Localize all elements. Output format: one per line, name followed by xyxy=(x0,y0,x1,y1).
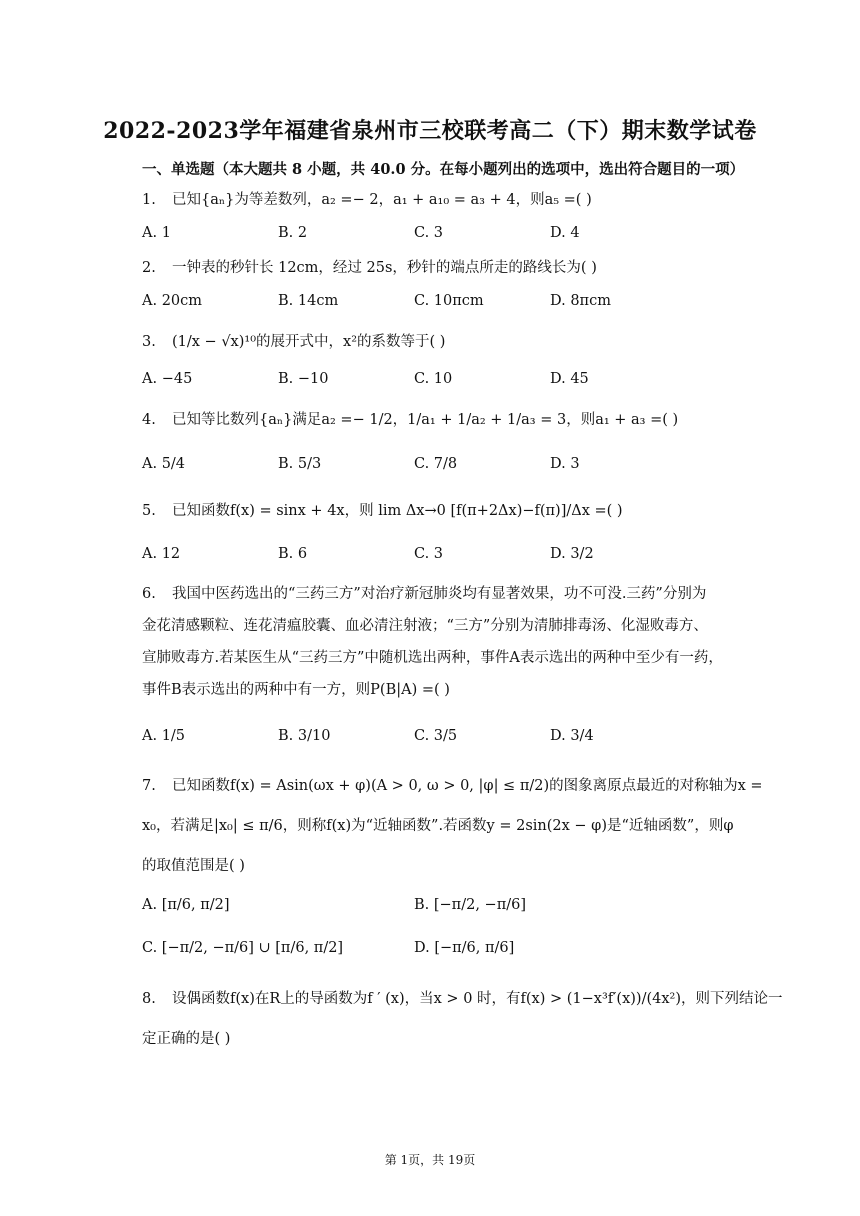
question-number: 4. xyxy=(142,412,156,428)
option-b: B. −10 xyxy=(278,371,329,387)
question-3 xyxy=(142,332,782,352)
question-number: 6. xyxy=(142,586,156,602)
question-number: 7. xyxy=(142,778,156,794)
page-title: 2022-2023学年福建省泉州市三校联考高二（下）期末数学试卷 xyxy=(103,118,757,144)
option-a: A. 1 xyxy=(142,225,171,241)
option-a: A. 1/5 xyxy=(142,728,186,744)
question-number: 2. xyxy=(142,260,156,276)
question-1 xyxy=(142,190,782,210)
question-4 xyxy=(142,410,782,430)
option-c: C. [−π/2, −π/6] ∪ [π/6, π/2] xyxy=(142,940,344,956)
question-text: 已知等比数列{aₙ}满足a₂ =− 1/2，1/a₁ + 1/a₂ + 1/a₃ = 3，则a₁ + a₃ =( ) xyxy=(172,412,679,428)
question-number: 8. xyxy=(142,991,156,1007)
option-a: A. 12 xyxy=(142,546,181,562)
question-line: 我国中医药选出的“三药三方”对治疗新冠肺炎均有显著效果，功不可没.三药”分别为 xyxy=(172,586,707,602)
question-text: 已知{aₙ}为等差数列，a₂ =− 2，a₁ + a₁₀ = a₃ + 4，则a₅ =( ) xyxy=(172,192,592,208)
option-b: B. 2 xyxy=(278,225,308,241)
question-number: 5. xyxy=(142,503,156,519)
option-c: C. 3/5 xyxy=(414,728,458,744)
question-6 xyxy=(142,578,782,706)
section-heading: 一、单选题（本大题共 8 小题，共 40.0 分。在每小题列出的选项中，选出符合题目的一项） xyxy=(142,161,745,178)
option-c: C. 10 xyxy=(414,371,453,387)
question-line: 定正确的是( ) xyxy=(142,1031,231,1047)
option-d: D. 3/2 xyxy=(550,546,594,562)
option-c: C. 7/8 xyxy=(414,456,458,472)
option-d: D. [−π/6, π/6] xyxy=(414,940,515,956)
page-footer: 第 1页，共 19页 xyxy=(384,1153,476,1167)
option-b: B. [−π/2, −π/6] xyxy=(414,897,526,913)
question-line: 已知函数f(x) = Asin(ωx + φ)(A > 0, ω > 0, |φ| ≤ π/2)的图象离原点最近的对称轴为x = xyxy=(172,778,763,794)
question-line: 事件B表示选出的两种中有一方，则P(B|A) =( ) xyxy=(142,682,450,698)
question-8 xyxy=(142,979,782,1059)
option-b: B. 3/10 xyxy=(278,728,331,744)
option-c: C. 3 xyxy=(414,225,444,241)
option-d: D. 3 xyxy=(550,456,580,472)
question-7 xyxy=(142,766,782,886)
option-b: B. 5/3 xyxy=(278,456,322,472)
question-2 xyxy=(142,258,782,278)
question-line: 宣肺败毒方.若某医生从“三药三方”中随机选出两种，事件A表示选出的两种中至少有一药， xyxy=(142,650,723,666)
option-c: C. 3 xyxy=(414,546,444,562)
option-a: A. 20cm xyxy=(142,293,203,309)
question-line: 的取值范围是( ) xyxy=(142,858,245,874)
option-a: A. [π/6, π/2] xyxy=(142,897,230,913)
option-b: B. 14cm xyxy=(278,293,339,309)
question-line: 设偶函数f(x)在R上的导函数为f ′ (x)，当x > 0 时，有f(x) > (1−x³f′(x))/(4x²)，则下列结论一 xyxy=(172,991,783,1007)
option-d: D. 8πcm xyxy=(550,293,611,309)
question-line: x₀，若满足|x₀| ≤ π/6，则称f(x)为“近轴函数”.若函数y = 2sin(2x − φ)是“近轴函数”，则φ xyxy=(142,818,734,834)
option-a: A. −45 xyxy=(142,371,193,387)
option-d: D. 4 xyxy=(550,225,580,241)
question-text: 已知函数f(x) = sinx + 4x，则 lim Δx→0 [f(π+2Δx)−f(π)]/Δx =( ) xyxy=(172,503,623,519)
question-text: (1/x − √x)¹⁰的展开式中，x²的系数等于( ) xyxy=(172,334,446,350)
question-5 xyxy=(142,501,782,521)
question-number: 1. xyxy=(142,192,156,208)
question-line: 金花清感颗粒、连花清瘟胶囊、血必清注射液；“三方”分别为清肺排毒汤、化湿败毒方、 xyxy=(142,618,708,634)
option-d: D. 45 xyxy=(550,371,589,387)
option-a: A. 5/4 xyxy=(142,456,186,472)
question-text: 一钟表的秒针长 12cm，经过 25s，秒针的端点所走的路线长为( ) xyxy=(172,260,597,276)
option-d: D. 3/4 xyxy=(550,728,594,744)
option-c: C. 10πcm xyxy=(414,293,484,309)
option-b: B. 6 xyxy=(278,546,308,562)
question-number: 3. xyxy=(142,334,156,350)
